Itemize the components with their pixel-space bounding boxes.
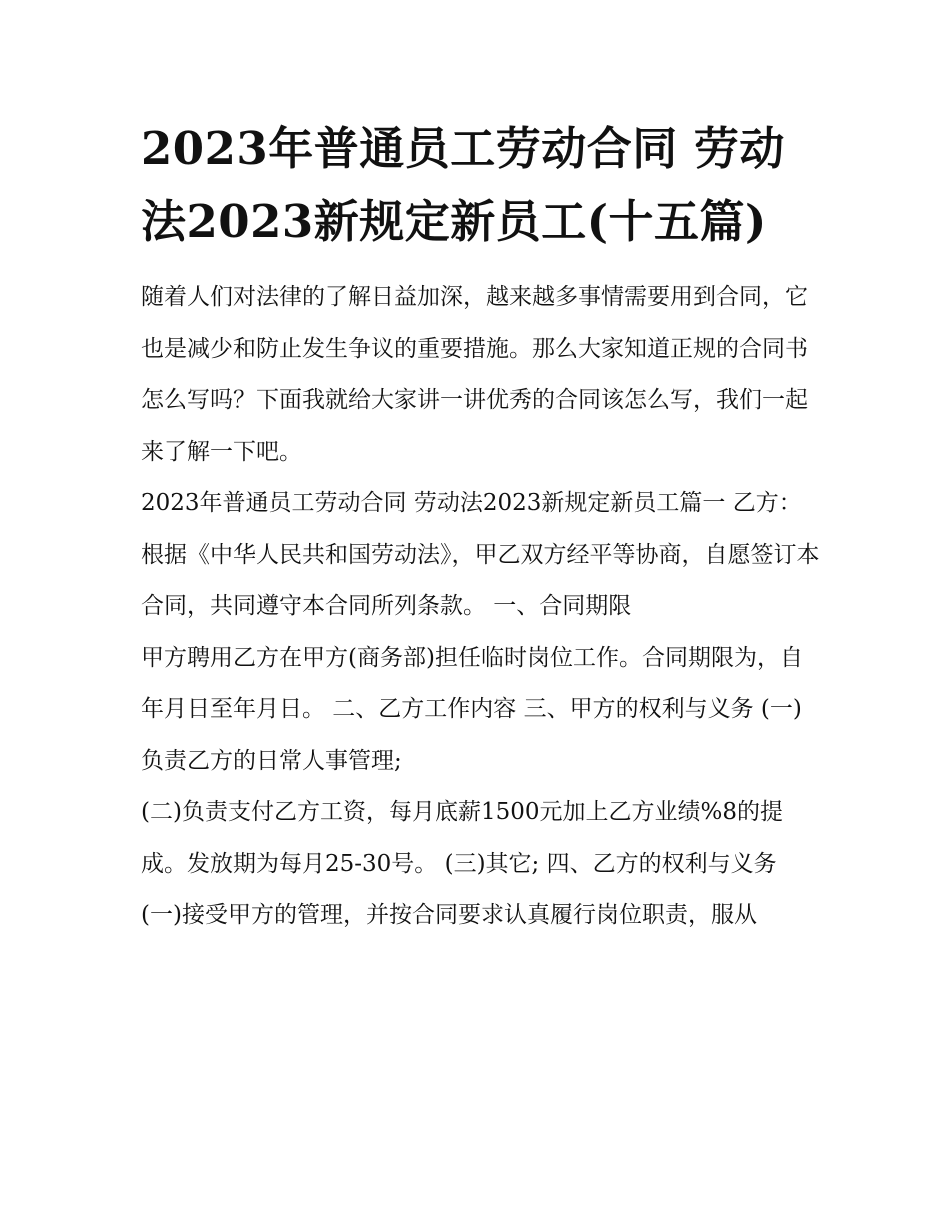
contract-paragraph: (二)负责支付乙方工资，每月底薪1500元加上乙方业绩%8的提成。发放期为每月25-30号。 (三)其它; 四、乙方的权利与义务 [141,799,783,877]
contract-paragraph: (一)接受甲方的管理，并按合同要求认真履行岗位职责，服从 [141,902,757,928]
document-page [141,112,821,942]
contract-paragraph: 甲方聘用乙方在甲方(商务部)担任临时岗位工作。合同期限为，自年月日至年月日。 二、乙方工作内容 三、甲方的权利与义务 (一)负责乙方的日常人事管理; [141,644,803,774]
document-title: 2023年普通员工劳动合同 劳动法2023新规定新员工(十五篇) [141,122,785,248]
section-heading: 2023年普通员工劳动合同 劳动法2023新规定新员工篇一 乙方： [141,490,802,516]
contract-paragraph: 根据《中华人民共和国劳动法》，甲乙双方经平等协商，自愿签订本合同，共同遵守本合同所列条款。 一、合同期限 [141,541,820,619]
intro-paragraph: 随着人们对法律的了解日益加深，越来越多事情需要用到合同，它也是减少和防止发生争议的重要措施。那么大家知道正规的合同书怎么写吗？下面我就给大家讲一讲优秀的合同该怎么写，我们一起来了解一下吧。 [141,284,808,465]
